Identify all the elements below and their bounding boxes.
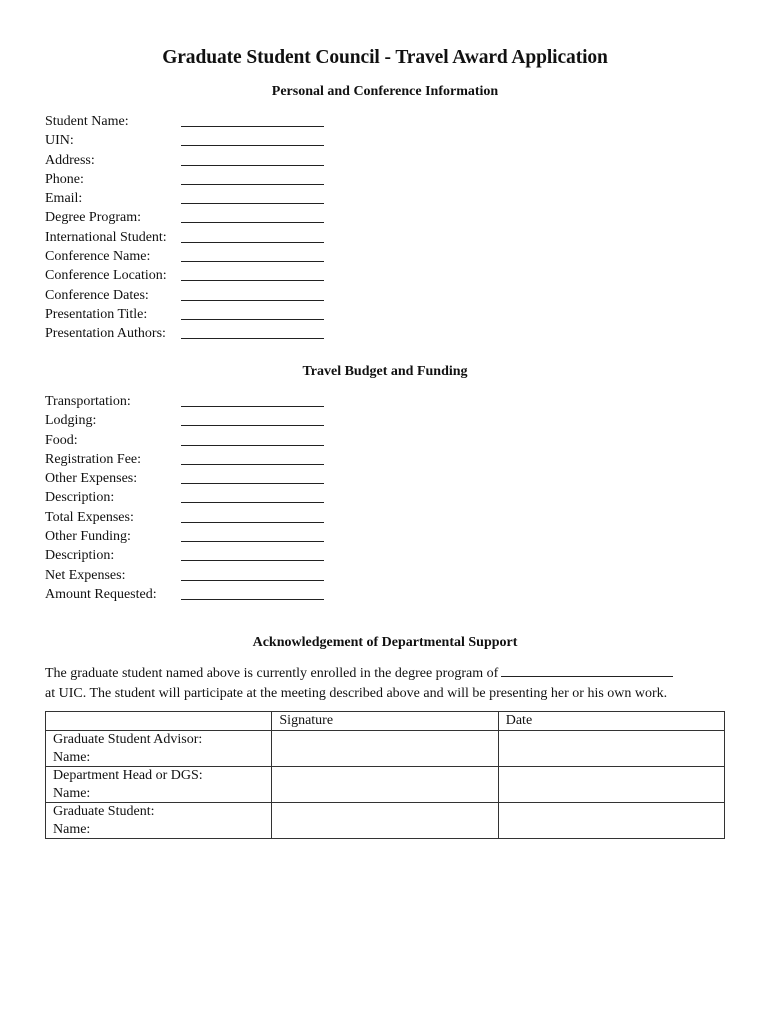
field-row-amount-requested	[45, 585, 335, 604]
field-label: Email:	[45, 191, 83, 207]
budget-section-heading: Travel Budget and Funding	[302, 364, 468, 379]
field-label: Registration Fee:	[45, 451, 142, 467]
field-row-student-name	[45, 112, 335, 131]
field-row-presentation-authors	[45, 324, 335, 343]
field-row-transportation	[45, 392, 335, 411]
food-blank[interactable]	[181, 445, 324, 446]
international-student-blank[interactable]	[181, 242, 324, 243]
field-label: UIN:	[45, 133, 74, 149]
field-row-registration-fee	[45, 450, 335, 469]
field-label: Lodging:	[45, 413, 97, 429]
presentation-title-blank[interactable]	[181, 319, 324, 320]
field-row-degree-program	[45, 208, 335, 227]
field-row-conference-dates	[45, 286, 335, 305]
personal-section-heading: Personal and Conference Information	[271, 84, 499, 99]
ack-section-heading: Acknowledgement of Departmental Support	[252, 635, 518, 650]
name-label: Name:	[53, 785, 91, 801]
dept-head-signature-cell[interactable]	[272, 767, 498, 803]
personal-field-list	[45, 112, 335, 344]
field-row-funding-description	[45, 546, 335, 565]
other-expenses-blank[interactable]	[181, 483, 324, 484]
amount-requested-blank[interactable]	[181, 599, 324, 600]
field-row-address	[45, 151, 335, 170]
student-date-cell[interactable]	[498, 803, 724, 839]
other-funding-blank[interactable]	[181, 541, 324, 542]
header-cell-signature: Signature	[272, 712, 498, 731]
advisor-signature-cell[interactable]	[272, 731, 498, 767]
field-label: Description:	[45, 548, 115, 564]
phone-blank[interactable]	[181, 184, 324, 185]
role-label: Graduate Student:	[53, 804, 155, 819]
field-row-other-funding	[45, 527, 335, 546]
table-row	[46, 803, 725, 839]
conference-location-blank[interactable]	[181, 280, 324, 281]
field-label: Other Funding:	[45, 529, 131, 545]
registration-fee-blank[interactable]	[181, 464, 324, 465]
field-label: Total Expenses:	[45, 509, 134, 525]
field-row-net-expenses	[45, 566, 335, 585]
table-row	[46, 767, 725, 803]
field-row-conference-location	[45, 266, 335, 285]
field-label: Phone:	[45, 171, 84, 187]
signature-table	[45, 711, 725, 839]
field-label: Net Expenses:	[45, 567, 126, 583]
field-label: Food:	[45, 432, 78, 448]
field-label: Other Expenses:	[45, 471, 138, 487]
field-label: Presentation Title:	[45, 306, 148, 322]
uin-blank[interactable]	[181, 145, 324, 146]
ack-line-1-text: The graduate student named above is currently enrolled in the degree program of	[45, 666, 499, 681]
field-row-phone	[45, 170, 335, 189]
address-blank[interactable]	[181, 165, 324, 166]
field-label: Transportation:	[45, 394, 131, 409]
student-name-blank[interactable]	[181, 126, 324, 127]
field-label: Presentation Authors:	[45, 326, 166, 342]
lodging-blank[interactable]	[181, 425, 324, 426]
field-label: Conference Dates:	[45, 287, 149, 303]
field-row-lodging	[45, 411, 335, 430]
field-row-email	[45, 189, 335, 208]
table-row	[46, 731, 725, 767]
presentation-authors-blank[interactable]	[181, 338, 324, 339]
role-cell	[46, 731, 272, 767]
role-label: Department Head or DGS:	[53, 768, 203, 783]
field-label: Student Name:	[45, 114, 129, 129]
header-cell-date: Date	[498, 712, 724, 731]
funding-description-blank[interactable]	[181, 560, 324, 561]
field-row-international-student	[45, 228, 335, 247]
expenses-description-blank[interactable]	[181, 502, 324, 503]
field-row-other-expenses	[45, 469, 335, 488]
field-row-presentation-title	[45, 305, 335, 324]
field-label: Description:	[45, 490, 115, 506]
field-row-uin	[45, 131, 335, 150]
conference-name-blank[interactable]	[181, 261, 324, 262]
role-cell	[46, 803, 272, 839]
ack-line-1	[45, 664, 735, 684]
role-label: Graduate Student Advisor:	[53, 732, 203, 747]
name-label: Name:	[53, 821, 91, 837]
field-row-expenses-description	[45, 488, 335, 507]
header-cell-role	[46, 712, 272, 731]
field-label: Conference Name:	[45, 249, 151, 265]
email-blank[interactable]	[181, 203, 324, 204]
degree-program-inline-blank[interactable]	[501, 664, 673, 677]
total-expenses-blank[interactable]	[181, 522, 324, 523]
page-title: Graduate Student Council - Travel Award Application	[162, 47, 608, 68]
field-label: International Student:	[45, 229, 167, 245]
field-row-food	[45, 431, 335, 450]
role-cell	[46, 767, 272, 803]
budget-field-list	[45, 392, 335, 604]
ack-line-2: at UIC. The student will participate at the meeting described above and will be presenting her or his own work.	[45, 685, 668, 701]
degree-program-blank[interactable]	[181, 222, 324, 223]
net-expenses-blank[interactable]	[181, 580, 324, 581]
field-label: Conference Location:	[45, 268, 167, 284]
transportation-blank[interactable]	[181, 406, 324, 407]
conference-dates-blank[interactable]	[181, 300, 324, 301]
field-label: Degree Program:	[45, 210, 142, 226]
field-label: Amount Requested:	[45, 586, 157, 602]
field-row-conference-name	[45, 247, 335, 266]
dept-head-date-cell[interactable]	[498, 767, 724, 803]
field-label: Address:	[45, 152, 95, 168]
advisor-date-cell[interactable]	[498, 731, 724, 767]
student-signature-cell[interactable]	[272, 803, 498, 839]
field-row-total-expenses	[45, 508, 335, 527]
name-label: Name:	[53, 749, 91, 765]
ack-statement	[45, 664, 735, 703]
signature-table-header	[46, 712, 725, 731]
